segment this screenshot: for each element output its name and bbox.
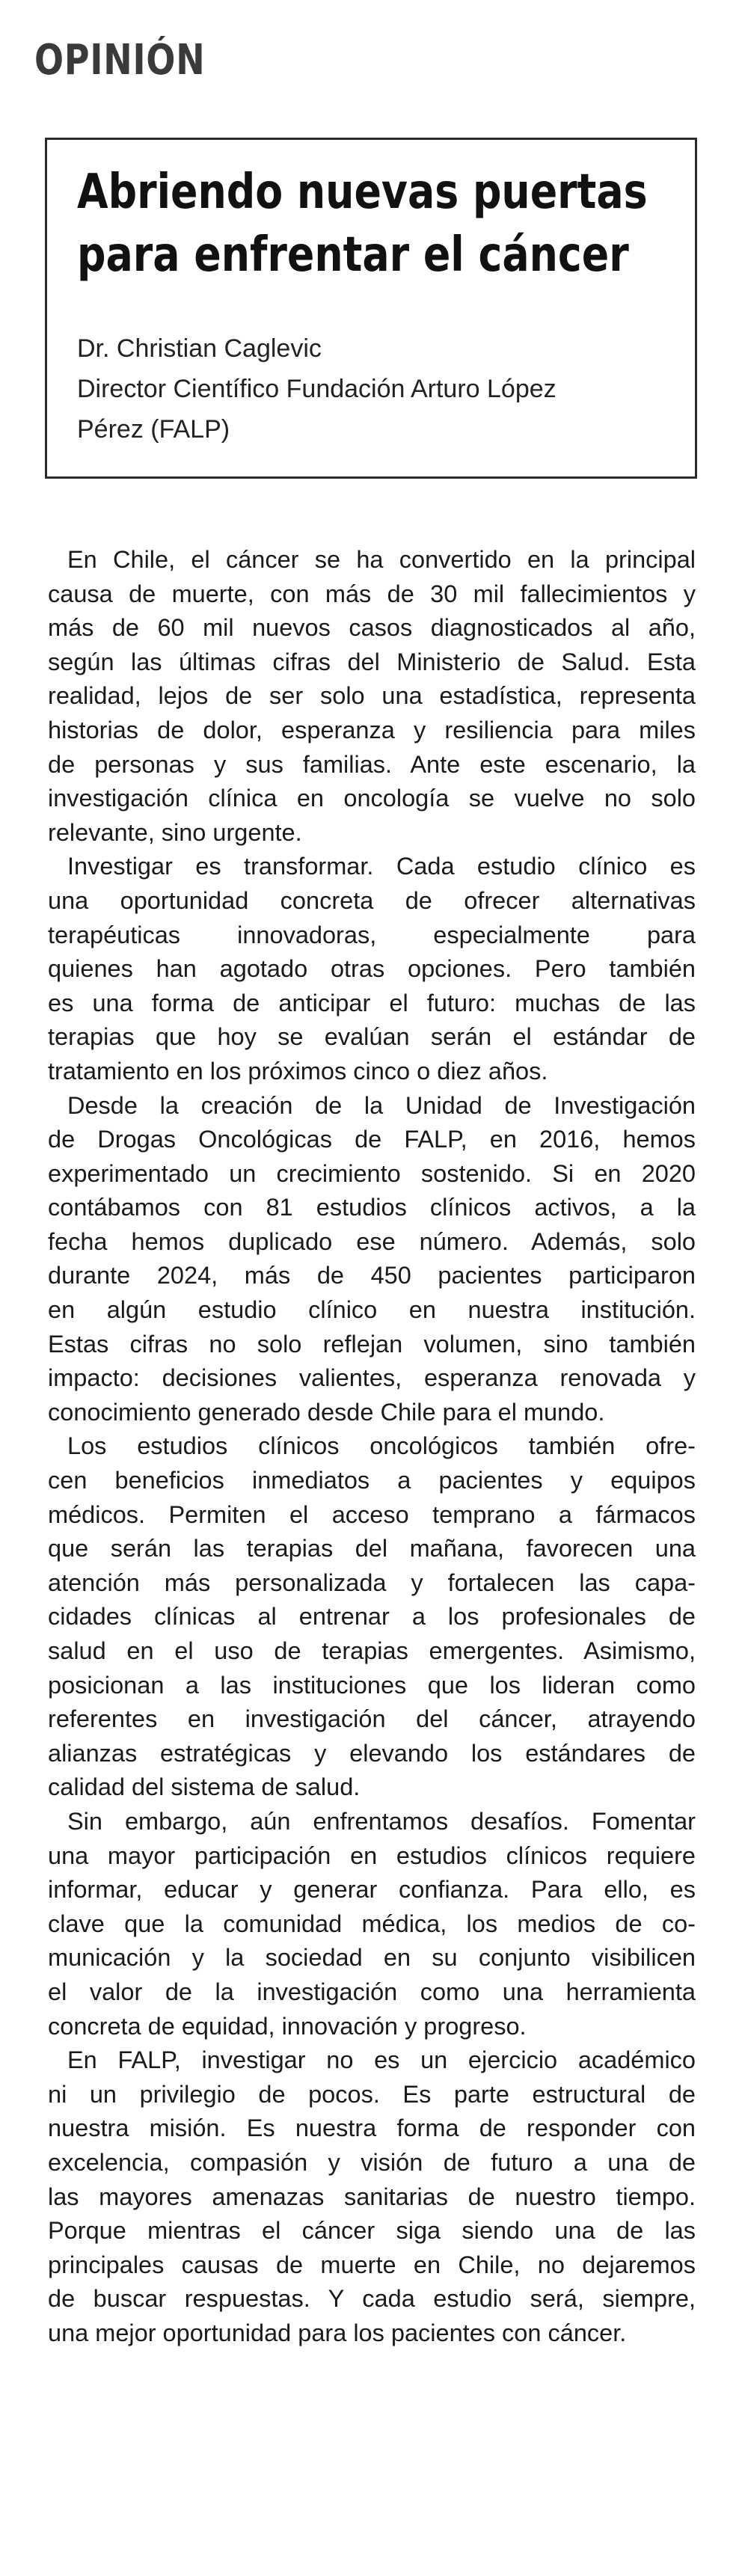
paragraph-line: el valor de la investigación como una herramienta bbox=[48, 1978, 696, 2005]
paragraph-line: clave que la comunidad médica, los medios de co- bbox=[48, 1910, 696, 1937]
paragraph-line: conocimiento generado desde Chile para el mundo. bbox=[48, 1398, 605, 1426]
paragraph-line: quienes han agotado otras opciones. Pero también bbox=[48, 955, 696, 983]
paragraph-line: posicionan a las instituciones que los lideran como bbox=[48, 1671, 696, 1699]
author-name: Dr. Christian Caglevic bbox=[77, 334, 322, 363]
paragraph-line: una mejor oportunidad para los pacientes con cáncer. bbox=[48, 2319, 627, 2346]
author-role-line-2: Pérez (FALP) bbox=[77, 415, 230, 444]
headline-line-2: para enfrentar el cáncer bbox=[77, 227, 629, 283]
paragraph-line: realidad, lejos de ser solo una estadística, representa bbox=[48, 682, 696, 710]
byline bbox=[77, 328, 675, 450]
paragraph-line: terapias que hoy se evalúan serán el estándar de bbox=[48, 1023, 696, 1051]
article-paragraph bbox=[48, 1429, 696, 1805]
paragraph-line: médicos. Permiten el acceso temprano a fármacos bbox=[48, 1500, 696, 1528]
paragraph-line: municación y la sociedad en su conjunto visibilicen bbox=[48, 1944, 696, 1972]
paragraph-line: informar, educar y generar confianza. Para ello, es bbox=[48, 1876, 696, 1904]
paragraph-line: terapéuticas innovadoras, especialmente para bbox=[48, 921, 696, 948]
paragraph-line: las mayores amenazas sanitarias de nuestro tiempo. bbox=[48, 2183, 696, 2210]
paragraph-line: historias de dolor, esperanza y resiliencia para miles bbox=[48, 716, 696, 743]
paragraph-line: relevante, sino urgente. bbox=[48, 818, 302, 846]
paragraph-line: una oportunidad concreta de ofrecer alternativas bbox=[48, 886, 696, 914]
paragraph-line: alianzas estratégicas y elevando los estándares de bbox=[48, 1739, 696, 1767]
paragraph-line: tratamiento en los próximos cinco o diez años. bbox=[48, 1057, 548, 1085]
paragraph-line: calidad del sistema de salud. bbox=[48, 1773, 361, 1801]
paragraph-line: En FALP, investigar no es un ejercicio académico bbox=[67, 2046, 696, 2074]
headline-box bbox=[45, 138, 697, 479]
paragraph-line: nuestra misión. Es nuestra forma de responder con bbox=[48, 2115, 696, 2142]
article-paragraph bbox=[48, 850, 696, 1088]
paragraph-line: investigación clínica en oncología se vuelve no solo bbox=[48, 785, 696, 812]
paragraph-line: de buscar respuestas. Y cada estudio será, siempre, bbox=[48, 2285, 696, 2313]
section-label: OPINIÓN bbox=[34, 36, 206, 85]
paragraph-line: contábamos con 81 estudios clínicos activos, a la bbox=[48, 1194, 696, 1221]
paragraph-line: Desde la creación de la Unidad de Investigación bbox=[67, 1091, 696, 1119]
paragraph-line: principales causas de muerte en Chile, no dejaremos bbox=[48, 2251, 696, 2278]
headline-line-1: Abriendo nuevas puertas bbox=[77, 165, 648, 220]
paragraph-line: de personas y sus familias. Ante este escenario, la bbox=[48, 750, 696, 778]
article-paragraph bbox=[48, 1089, 696, 1430]
paragraph-line: ni un privilegio de pocos. Es parte estructural de bbox=[48, 2080, 696, 2108]
paragraph-line: cidades clínicas al entrenar a los profesionales de bbox=[48, 1603, 696, 1631]
paragraph-line: impacto: decisiones valientes, esperanza renovada y bbox=[48, 1364, 696, 1392]
paragraph-line: fecha hemos duplicado ese número. Además, solo bbox=[48, 1227, 696, 1255]
paragraph-line: causa de muerte, con más de 30 mil fallecimientos y bbox=[48, 580, 696, 607]
paragraph-line: Porque mientras el cáncer siga siendo una de las bbox=[48, 2217, 696, 2245]
paragraph-line: Sin embargo, aún enfrentamos desafíos. Fomentar bbox=[67, 1807, 696, 1835]
paragraph-line: atención más personalizada y fortalecen las capa- bbox=[48, 1568, 696, 1596]
article-body bbox=[48, 543, 696, 2350]
paragraph-line: Estas cifras no solo reflejan volumen, sino también bbox=[48, 1330, 696, 1358]
article-paragraph bbox=[48, 1805, 696, 2043]
paragraph-line: una mayor participación en estudios clínicos requiere bbox=[48, 1841, 696, 1869]
paragraph-line: más de 60 mil nuevos casos diagnosticados al año, bbox=[48, 614, 696, 642]
paragraph-line: referentes en investigación del cáncer, atrayendo bbox=[48, 1705, 696, 1733]
paragraph-line: En Chile, el cáncer se ha convertido en la principal bbox=[67, 546, 696, 573]
article-paragraph bbox=[48, 543, 696, 850]
paragraph-line: Los estudios clínicos oncológicos también ofre- bbox=[67, 1432, 696, 1460]
paragraph-line: excelencia, compasión y visión de futuro a una de bbox=[48, 2148, 696, 2176]
paragraph-line: es una forma de anticipar el futuro: muchas de las bbox=[48, 989, 696, 1016]
article-headline bbox=[77, 161, 648, 286]
paragraph-line: Investigar es transformar. Cada estudio clínico es bbox=[67, 853, 696, 880]
article-paragraph bbox=[48, 2043, 696, 2350]
paragraph-line: experimentado un crecimiento sostenido. Si en 2020 bbox=[48, 1159, 696, 1187]
paragraph-line: concreta de equidad, innovación y progreso. bbox=[48, 2012, 527, 2040]
paragraph-line: en algún estudio clínico en nuestra institución. bbox=[48, 1296, 696, 1324]
paragraph-line: salud en el uso de terapias emergentes. Asimismo, bbox=[48, 1637, 696, 1664]
paragraph-line: de Drogas Oncológicas de FALP, en 2016, hemos bbox=[48, 1126, 696, 1153]
paragraph-line: durante 2024, más de 450 pacientes participaron bbox=[48, 1262, 696, 1289]
paragraph-line: cen beneficios inmediatos a pacientes y equipos bbox=[48, 1467, 696, 1494]
author-role-line-1: Director Científico Fundación Arturo López bbox=[77, 375, 556, 403]
paragraph-line: según las últimas cifras del Ministerio de Salud. Esta bbox=[48, 648, 696, 675]
paragraph-line: que serán las terapias del mañana, favorecen una bbox=[48, 1535, 696, 1563]
